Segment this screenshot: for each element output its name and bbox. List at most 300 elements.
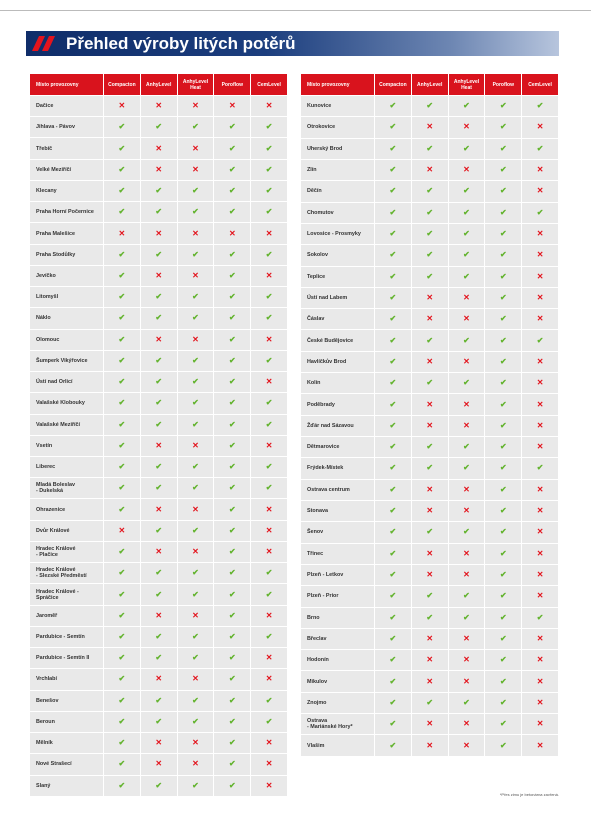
unavailable-cross-icon bbox=[521, 565, 558, 585]
check-mark: ✔ bbox=[118, 398, 126, 408]
unavailable-cross-icon bbox=[177, 436, 214, 456]
available-check-icon bbox=[448, 437, 485, 457]
footnote: *Přes zimu je betonárna zavřená. bbox=[499, 792, 559, 797]
available-check-icon bbox=[250, 691, 287, 711]
available-check-icon bbox=[374, 117, 411, 137]
unavailable-cross-icon bbox=[448, 565, 485, 585]
check-mark: ✔ bbox=[155, 483, 163, 493]
check-mark: ✔ bbox=[499, 719, 507, 729]
check-mark: ✔ bbox=[265, 462, 273, 472]
available-check-icon bbox=[177, 478, 214, 498]
available-check-icon bbox=[177, 712, 214, 732]
unavailable-cross-icon bbox=[521, 693, 558, 713]
unavailable-cross-icon bbox=[250, 542, 287, 562]
unavailable-cross-icon bbox=[177, 606, 214, 626]
place-name: Hodonín bbox=[301, 650, 374, 670]
place-name: Žďár nad Sázavou bbox=[301, 416, 374, 436]
available-check-icon bbox=[484, 501, 521, 521]
available-check-icon bbox=[374, 352, 411, 372]
table-row bbox=[301, 309, 558, 329]
check-mark: ✔ bbox=[228, 398, 236, 408]
unavailable-cross-icon bbox=[448, 288, 485, 308]
unavailable-cross-icon bbox=[448, 309, 485, 329]
cross-mark: ✕ bbox=[463, 740, 470, 750]
cross-mark: ✕ bbox=[426, 314, 434, 324]
available-check-icon bbox=[213, 606, 250, 626]
cross-mark: ✕ bbox=[228, 101, 236, 111]
place-name: Pardubice - Semtín bbox=[30, 627, 103, 647]
unavailable-cross-icon bbox=[521, 160, 558, 180]
table-row bbox=[30, 181, 287, 201]
right-production-table bbox=[301, 73, 558, 757]
available-check-icon bbox=[250, 563, 287, 583]
available-check-icon bbox=[250, 584, 287, 604]
table-row bbox=[301, 330, 558, 350]
available-check-icon bbox=[374, 735, 411, 755]
available-check-icon bbox=[374, 437, 411, 457]
check-mark: ✔ bbox=[499, 356, 507, 366]
table-row bbox=[301, 650, 558, 670]
check-mark: ✔ bbox=[228, 653, 236, 663]
check-mark: ✔ bbox=[426, 591, 434, 601]
check-mark: ✔ bbox=[389, 633, 397, 643]
unavailable-cross-icon bbox=[177, 330, 214, 350]
cross-mark: ✕ bbox=[426, 399, 434, 409]
check-mark: ✔ bbox=[118, 589, 126, 599]
check-mark: ✔ bbox=[228, 270, 236, 280]
unavailable-cross-icon bbox=[250, 733, 287, 753]
check-mark: ✔ bbox=[228, 547, 236, 557]
column-header-product: AnhyLevel bbox=[411, 74, 448, 95]
available-check-icon bbox=[448, 586, 485, 606]
available-check-icon bbox=[103, 627, 140, 647]
table-row bbox=[301, 160, 558, 180]
cross-mark: ✕ bbox=[426, 719, 434, 729]
check-mark: ✔ bbox=[265, 695, 273, 705]
check-mark: ✔ bbox=[265, 568, 273, 578]
unavailable-cross-icon bbox=[411, 288, 448, 308]
cross-mark: ✕ bbox=[426, 356, 434, 366]
available-check-icon bbox=[140, 245, 177, 265]
cross-mark: ✕ bbox=[265, 780, 273, 790]
available-check-icon bbox=[103, 669, 140, 689]
available-check-icon bbox=[448, 181, 485, 201]
check-mark: ✔ bbox=[265, 419, 273, 429]
check-mark: ✔ bbox=[228, 462, 236, 472]
check-mark: ✔ bbox=[463, 612, 470, 622]
available-check-icon bbox=[177, 584, 214, 604]
check-mark: ✔ bbox=[389, 378, 397, 388]
unavailable-cross-icon bbox=[140, 733, 177, 753]
unavailable-cross-icon bbox=[521, 416, 558, 436]
cross-mark: ✕ bbox=[536, 506, 544, 516]
check-mark: ✔ bbox=[389, 122, 397, 132]
cross-mark: ✕ bbox=[463, 655, 470, 665]
available-check-icon bbox=[374, 693, 411, 713]
cross-mark: ✕ bbox=[192, 164, 199, 174]
check-mark: ✔ bbox=[118, 759, 126, 769]
unavailable-cross-icon bbox=[250, 96, 287, 116]
available-check-icon bbox=[484, 671, 521, 691]
place-name: Dačice bbox=[30, 96, 103, 116]
available-check-icon bbox=[213, 436, 250, 456]
cross-mark: ✕ bbox=[426, 676, 434, 686]
place-name: Sokolov bbox=[301, 245, 374, 265]
column-header-product: AnhyLevel Heat bbox=[177, 74, 214, 95]
unavailable-cross-icon bbox=[521, 352, 558, 372]
check-mark: ✔ bbox=[155, 589, 163, 599]
check-mark: ✔ bbox=[155, 525, 163, 535]
check-mark: ✔ bbox=[118, 270, 126, 280]
available-check-icon bbox=[448, 608, 485, 628]
unavailable-cross-icon bbox=[140, 266, 177, 286]
available-check-icon bbox=[374, 608, 411, 628]
column-header-product: CemLevel bbox=[521, 74, 558, 95]
available-check-icon bbox=[213, 202, 250, 222]
available-check-icon bbox=[374, 288, 411, 308]
available-check-icon bbox=[484, 416, 521, 436]
table-row bbox=[301, 373, 558, 393]
check-mark: ✔ bbox=[228, 207, 236, 217]
cross-mark: ✕ bbox=[265, 525, 273, 535]
table-row bbox=[30, 415, 287, 435]
check-mark: ✔ bbox=[118, 462, 126, 472]
check-mark: ✔ bbox=[499, 740, 507, 750]
check-mark: ✔ bbox=[463, 250, 470, 260]
place-name: Olomouc bbox=[30, 330, 103, 350]
check-mark: ✔ bbox=[426, 186, 434, 196]
available-check-icon bbox=[411, 267, 448, 287]
available-check-icon bbox=[374, 650, 411, 670]
cross-mark: ✕ bbox=[265, 674, 273, 684]
available-check-icon bbox=[213, 457, 250, 477]
available-check-icon bbox=[484, 394, 521, 414]
available-check-icon bbox=[103, 415, 140, 435]
cross-mark: ✕ bbox=[192, 504, 199, 514]
check-mark: ✔ bbox=[155, 716, 163, 726]
check-mark: ✔ bbox=[499, 229, 507, 239]
table-row bbox=[30, 117, 287, 137]
table-row bbox=[301, 608, 558, 628]
unavailable-cross-icon bbox=[521, 224, 558, 244]
cross-mark: ✕ bbox=[463, 314, 470, 324]
check-mark: ✔ bbox=[228, 610, 236, 620]
cross-mark: ✕ bbox=[463, 719, 470, 729]
available-check-icon bbox=[140, 776, 177, 796]
available-check-icon bbox=[177, 351, 214, 371]
cross-mark: ✕ bbox=[463, 420, 470, 430]
available-check-icon bbox=[250, 393, 287, 413]
available-check-icon bbox=[140, 287, 177, 307]
place-name: Zlín bbox=[301, 160, 374, 180]
check-mark: ✔ bbox=[155, 313, 163, 323]
check-mark: ✔ bbox=[118, 143, 126, 153]
available-check-icon bbox=[374, 267, 411, 287]
check-mark: ✔ bbox=[228, 780, 236, 790]
available-check-icon bbox=[484, 224, 521, 244]
available-check-icon bbox=[484, 309, 521, 329]
unavailable-cross-icon bbox=[177, 223, 214, 243]
place-name: Dvůr Králové bbox=[30, 521, 103, 541]
place-name: Teplice bbox=[301, 267, 374, 287]
unavailable-cross-icon bbox=[521, 629, 558, 649]
unavailable-cross-icon bbox=[411, 565, 448, 585]
table-row bbox=[30, 563, 287, 583]
unavailable-cross-icon bbox=[521, 288, 558, 308]
check-mark: ✔ bbox=[463, 442, 470, 452]
check-mark: ✔ bbox=[389, 591, 397, 601]
table-row bbox=[301, 544, 558, 564]
available-check-icon bbox=[213, 669, 250, 689]
table-row bbox=[301, 245, 558, 265]
check-mark: ✔ bbox=[499, 314, 507, 324]
place-name: Stonava bbox=[301, 501, 374, 521]
unavailable-cross-icon bbox=[411, 117, 448, 137]
available-check-icon bbox=[521, 203, 558, 223]
check-mark: ✔ bbox=[265, 631, 273, 641]
table-row bbox=[30, 542, 287, 562]
place-name: Poděbrady bbox=[301, 394, 374, 414]
cross-mark: ✕ bbox=[536, 378, 544, 388]
cross-mark: ✕ bbox=[536, 250, 544, 260]
check-mark: ✔ bbox=[389, 612, 397, 622]
available-check-icon bbox=[374, 224, 411, 244]
available-check-icon bbox=[484, 330, 521, 350]
available-check-icon bbox=[411, 437, 448, 457]
unavailable-cross-icon bbox=[177, 160, 214, 180]
available-check-icon bbox=[213, 330, 250, 350]
cross-mark: ✕ bbox=[192, 334, 199, 344]
available-check-icon bbox=[411, 181, 448, 201]
place-name: Plzeň - Letkov bbox=[301, 565, 374, 585]
table-row bbox=[30, 287, 287, 307]
available-check-icon bbox=[103, 202, 140, 222]
check-mark: ✔ bbox=[389, 207, 397, 217]
available-check-icon bbox=[103, 330, 140, 350]
table-row bbox=[301, 735, 558, 755]
unavailable-cross-icon bbox=[250, 521, 287, 541]
available-check-icon bbox=[411, 224, 448, 244]
check-mark: ✔ bbox=[228, 716, 236, 726]
column-header-place: Místo provozovny bbox=[30, 74, 103, 95]
check-mark: ✔ bbox=[155, 122, 163, 132]
available-check-icon bbox=[140, 563, 177, 583]
place-name: Otrokovice bbox=[301, 117, 374, 137]
available-check-icon bbox=[213, 138, 250, 158]
check-mark: ✔ bbox=[389, 101, 397, 111]
available-check-icon bbox=[411, 693, 448, 713]
check-mark: ✔ bbox=[228, 504, 236, 514]
cross-mark: ✕ bbox=[192, 674, 199, 684]
available-check-icon bbox=[484, 629, 521, 649]
available-check-icon bbox=[140, 648, 177, 668]
check-mark: ✔ bbox=[499, 335, 507, 345]
available-check-icon bbox=[213, 478, 250, 498]
cross-mark: ✕ bbox=[155, 143, 163, 153]
available-check-icon bbox=[484, 139, 521, 159]
cross-mark: ✕ bbox=[463, 570, 470, 580]
available-check-icon bbox=[213, 308, 250, 328]
available-check-icon bbox=[103, 606, 140, 626]
double-slash-logo-icon bbox=[32, 36, 56, 51]
unavailable-cross-icon bbox=[177, 733, 214, 753]
check-mark: ✔ bbox=[499, 378, 507, 388]
available-check-icon bbox=[484, 522, 521, 542]
unavailable-cross-icon bbox=[448, 671, 485, 691]
check-mark: ✔ bbox=[426, 143, 434, 153]
cross-mark: ✕ bbox=[463, 484, 470, 494]
available-check-icon bbox=[140, 457, 177, 477]
table-row bbox=[301, 224, 558, 244]
check-mark: ✔ bbox=[192, 780, 199, 790]
unavailable-cross-icon bbox=[448, 352, 485, 372]
available-check-icon bbox=[484, 735, 521, 755]
check-mark: ✔ bbox=[499, 292, 507, 302]
unavailable-cross-icon bbox=[448, 650, 485, 670]
cross-mark: ✕ bbox=[265, 653, 273, 663]
available-check-icon bbox=[374, 394, 411, 414]
cross-mark: ✕ bbox=[426, 633, 434, 643]
check-mark: ✔ bbox=[389, 271, 397, 281]
check-mark: ✔ bbox=[118, 207, 126, 217]
check-mark: ✔ bbox=[426, 697, 434, 707]
unavailable-cross-icon bbox=[140, 542, 177, 562]
place-name: Třinec bbox=[301, 544, 374, 564]
cross-mark: ✕ bbox=[192, 759, 199, 769]
check-mark: ✔ bbox=[228, 738, 236, 748]
available-check-icon bbox=[103, 117, 140, 137]
check-mark: ✔ bbox=[155, 292, 163, 302]
check-mark: ✔ bbox=[499, 676, 507, 686]
available-check-icon bbox=[484, 267, 521, 287]
column-header-product: Poroflow bbox=[213, 74, 250, 95]
cross-mark: ✕ bbox=[155, 228, 163, 238]
unavailable-cross-icon bbox=[411, 394, 448, 414]
check-mark: ✔ bbox=[228, 313, 236, 323]
place-name: Břeclav bbox=[301, 629, 374, 649]
check-mark: ✔ bbox=[192, 568, 199, 578]
check-mark: ✔ bbox=[118, 674, 126, 684]
available-check-icon bbox=[250, 245, 287, 265]
check-mark: ✔ bbox=[499, 527, 507, 537]
available-check-icon bbox=[484, 480, 521, 500]
place-name: České Budějovice bbox=[301, 330, 374, 350]
available-check-icon bbox=[484, 203, 521, 223]
cross-mark: ✕ bbox=[192, 101, 199, 111]
check-mark: ✔ bbox=[192, 292, 199, 302]
table-row bbox=[30, 733, 287, 753]
available-check-icon bbox=[411, 586, 448, 606]
left-production-table bbox=[30, 73, 287, 797]
unavailable-cross-icon bbox=[250, 223, 287, 243]
unavailable-cross-icon bbox=[140, 606, 177, 626]
cross-mark: ✕ bbox=[192, 270, 199, 280]
table-row bbox=[301, 352, 558, 372]
table-header-row bbox=[301, 74, 558, 95]
table-row bbox=[301, 586, 558, 606]
table-row bbox=[30, 223, 287, 243]
unavailable-cross-icon bbox=[521, 480, 558, 500]
place-name: Hradec Králové - Slezské Předměstí bbox=[30, 563, 103, 583]
check-mark: ✔ bbox=[536, 335, 544, 345]
check-mark: ✔ bbox=[389, 548, 397, 558]
check-mark: ✔ bbox=[389, 292, 397, 302]
unavailable-cross-icon bbox=[177, 754, 214, 774]
cross-mark: ✕ bbox=[463, 165, 470, 175]
check-mark: ✔ bbox=[389, 229, 397, 239]
table-row bbox=[30, 648, 287, 668]
place-name: Praha Horní Počernice bbox=[30, 202, 103, 222]
cross-mark: ✕ bbox=[155, 334, 163, 344]
unavailable-cross-icon bbox=[521, 309, 558, 329]
table-row bbox=[30, 436, 287, 456]
cross-mark: ✕ bbox=[155, 504, 163, 514]
place-name: Lovosice - Prosmyky bbox=[301, 224, 374, 244]
place-name: Šumperk Vikýřovice bbox=[30, 351, 103, 371]
check-mark: ✔ bbox=[228, 186, 236, 196]
available-check-icon bbox=[374, 501, 411, 521]
available-check-icon bbox=[103, 542, 140, 562]
available-check-icon bbox=[448, 373, 485, 393]
available-check-icon bbox=[521, 96, 558, 116]
check-mark: ✔ bbox=[499, 420, 507, 430]
table-row bbox=[301, 480, 558, 500]
unavailable-cross-icon bbox=[213, 223, 250, 243]
place-name: Liberec bbox=[30, 457, 103, 477]
cross-mark: ✕ bbox=[155, 738, 163, 748]
unavailable-cross-icon bbox=[521, 117, 558, 137]
cross-mark: ✕ bbox=[118, 525, 126, 535]
available-check-icon bbox=[250, 117, 287, 137]
table-row bbox=[30, 372, 287, 392]
available-check-icon bbox=[103, 733, 140, 753]
unavailable-cross-icon bbox=[177, 266, 214, 286]
available-check-icon bbox=[374, 522, 411, 542]
unavailable-cross-icon bbox=[140, 138, 177, 158]
check-mark: ✔ bbox=[228, 695, 236, 705]
available-check-icon bbox=[374, 629, 411, 649]
check-mark: ✔ bbox=[118, 164, 126, 174]
check-mark: ✔ bbox=[228, 568, 236, 578]
unavailable-cross-icon bbox=[521, 501, 558, 521]
unavailable-cross-icon bbox=[521, 181, 558, 201]
check-mark: ✔ bbox=[265, 313, 273, 323]
available-check-icon bbox=[213, 266, 250, 286]
place-name: Čáslav bbox=[301, 309, 374, 329]
unavailable-cross-icon bbox=[448, 394, 485, 414]
available-check-icon bbox=[411, 330, 448, 350]
column-header-product: Compacton bbox=[374, 74, 411, 95]
place-name: Vrchlabí bbox=[30, 669, 103, 689]
check-mark: ✔ bbox=[155, 398, 163, 408]
available-check-icon bbox=[103, 372, 140, 392]
table-row bbox=[301, 671, 558, 691]
unavailable-cross-icon bbox=[411, 352, 448, 372]
cross-mark: ✕ bbox=[536, 484, 544, 494]
cross-mark: ✕ bbox=[536, 271, 544, 281]
available-check-icon bbox=[140, 712, 177, 732]
cross-mark: ✕ bbox=[536, 655, 544, 665]
cross-mark: ✕ bbox=[265, 738, 273, 748]
column-header-product: CemLevel bbox=[250, 74, 287, 95]
unavailable-cross-icon bbox=[140, 499, 177, 519]
cross-mark: ✕ bbox=[426, 292, 434, 302]
available-check-icon bbox=[177, 457, 214, 477]
check-mark: ✔ bbox=[389, 570, 397, 580]
unavailable-cross-icon bbox=[177, 669, 214, 689]
table-row bbox=[30, 606, 287, 626]
check-mark: ✔ bbox=[499, 548, 507, 558]
